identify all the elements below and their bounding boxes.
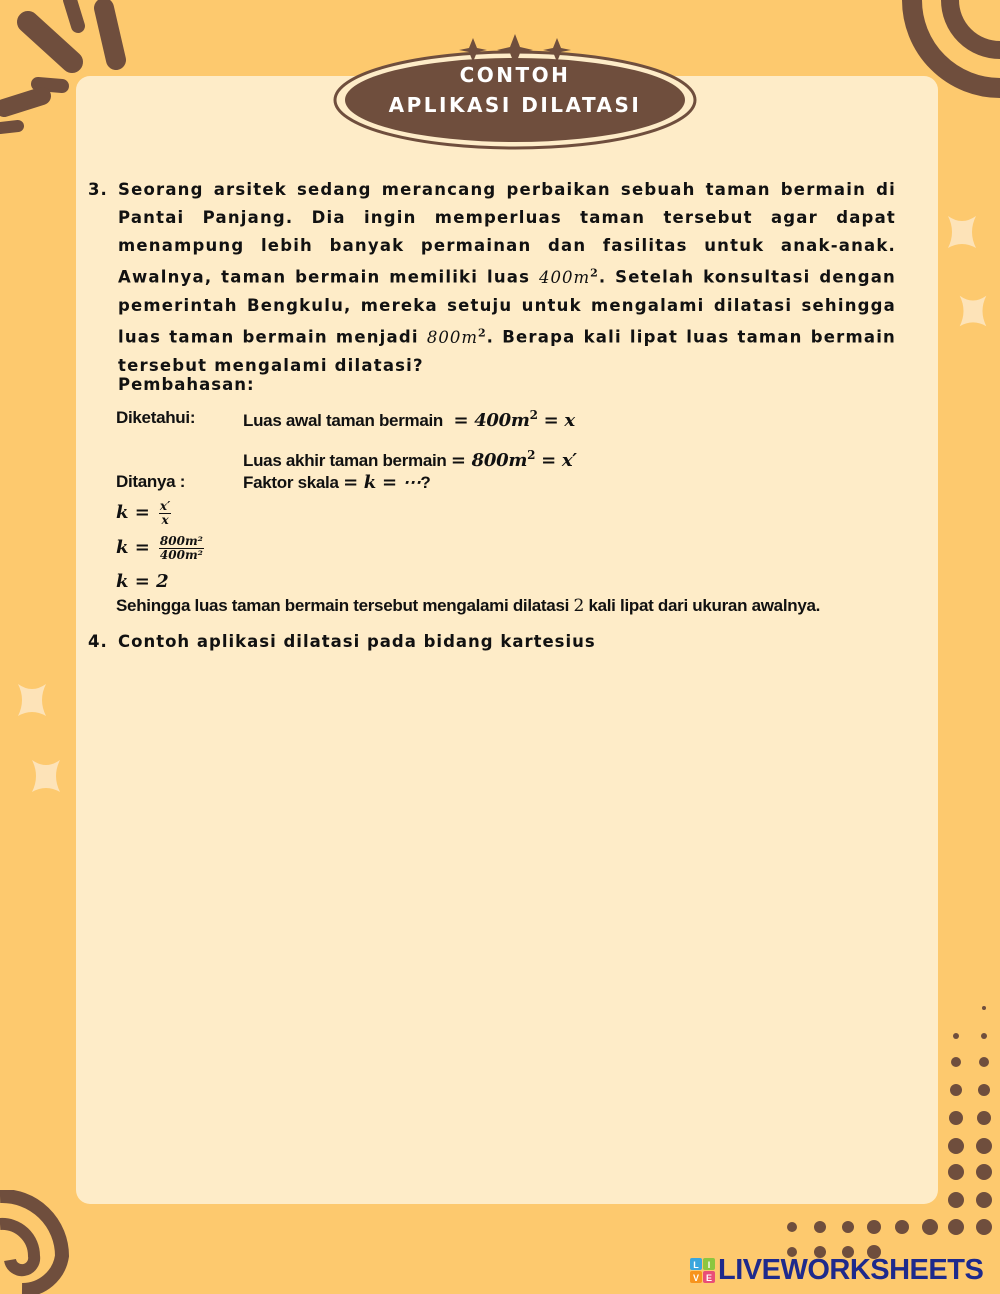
sparkle-right-2-icon: [954, 292, 992, 330]
logo-tiles-icon: [690, 1258, 716, 1284]
step-1-lhs: k =: [116, 502, 150, 523]
known-1-math-tail: = x: [537, 410, 575, 431]
q3-area-initial-value: 400: [539, 267, 574, 287]
q3-area-initial: [539, 268, 599, 287]
title-text: [330, 60, 700, 120]
step-3: k = 2: [116, 571, 169, 592]
known-2-math: [451, 450, 577, 471]
title-line-1: CONTOH: [459, 63, 571, 87]
q3-text-part-1: Seorang arsitek sedang merancang perbaikan sebuah taman bermain di Pantai Panjang. Dia ingin memperluas taman tersebut agar dapat menampung lebih banyak permainan dan fasilitas untuk anak-anak. Awalnya, taman bermain memiliki luas: [118, 180, 896, 287]
question-3-text: [118, 176, 896, 380]
step-1-denominator: x: [161, 513, 169, 527]
logo-tile-4: E: [705, 1273, 713, 1283]
step-2-numerator: 800m²: [159, 534, 203, 548]
q3-area-final: [427, 328, 487, 347]
q3-text-part-3: . Berapa kali lipat luas taman bermain tersebut mengalami dilatasi?: [118, 327, 896, 375]
logo-tile-2: I: [707, 1260, 711, 1270]
logo-text: LIVEWORKSHEETS: [718, 1254, 984, 1286]
sparkle-left-1-icon: [12, 680, 52, 720]
known-line-1: [243, 408, 575, 431]
conclusion: [116, 596, 820, 616]
asked-text: Faktor skala: [243, 473, 339, 492]
step-2-denominator: 400m²: [159, 548, 203, 562]
bottom-left-spiral-decoration: [0, 1190, 90, 1294]
q3-area-final-value: 800: [426, 327, 462, 347]
step-2-fraction: [159, 535, 204, 562]
known-1-text: Luas awal taman bermain: [243, 411, 444, 430]
question-4-text: Contoh aplikasi dilatasi pada bidang kartesius: [118, 632, 596, 651]
known-1-math-exp: 2: [529, 408, 538, 422]
title-badge: [330, 30, 700, 150]
step-2: [116, 535, 204, 562]
known-2-text: Luas akhir taman bermain: [243, 451, 447, 470]
known-1-math-value: = 400m: [453, 410, 530, 431]
asked-line: [243, 472, 431, 493]
conclusion-number: 2: [573, 596, 584, 616]
logo-tile-1: L: [693, 1260, 699, 1270]
asked-math: = k = ⋯: [343, 472, 421, 493]
known-line-2: [243, 448, 577, 471]
title-line-2: APLIKASI DILATASI: [388, 93, 642, 117]
asked-question-mark: ?: [420, 473, 431, 492]
q3-area-final-unit: m: [461, 327, 478, 347]
conclusion-text-b: kali lipat dari ukuran awalnya.: [588, 596, 821, 615]
q3-text-part-2: . Setelah konsultasi dengan pemerintah Bengkulu, mereka setuju untuk mengalami dilatasi sehingga luas taman bermain menjadi: [118, 267, 896, 347]
question-3-number: 3.: [88, 180, 108, 199]
known-1-math: [453, 410, 574, 431]
step-2-lhs: k =: [116, 537, 150, 558]
conclusion-text-a: Sehingga luas taman bermain tersebut mengalami dilatasi: [116, 596, 570, 615]
step-1-fraction: [159, 500, 171, 527]
q3-area-initial-exp: 2: [590, 266, 599, 280]
asked-label: Ditanya :: [116, 472, 186, 491]
known-2-math-exp: 2: [527, 448, 536, 462]
question-4-number: 4.: [88, 632, 108, 651]
known-2-math-tail: = x′: [535, 450, 577, 471]
known-2-math-value: = 800m: [450, 450, 528, 471]
q3-area-final-exp: 2: [478, 326, 487, 340]
step-1-numerator: x′: [159, 499, 171, 513]
sparkle-left-2-icon: [26, 756, 66, 796]
step-1: [116, 500, 171, 527]
q3-area-initial-unit: m: [573, 267, 591, 287]
logo-tile-3: V: [692, 1273, 700, 1283]
solution-heading: Pembahasan:: [118, 375, 255, 394]
sparkle-right-1-icon: [942, 212, 982, 252]
known-label: Diketahui:: [116, 408, 196, 427]
